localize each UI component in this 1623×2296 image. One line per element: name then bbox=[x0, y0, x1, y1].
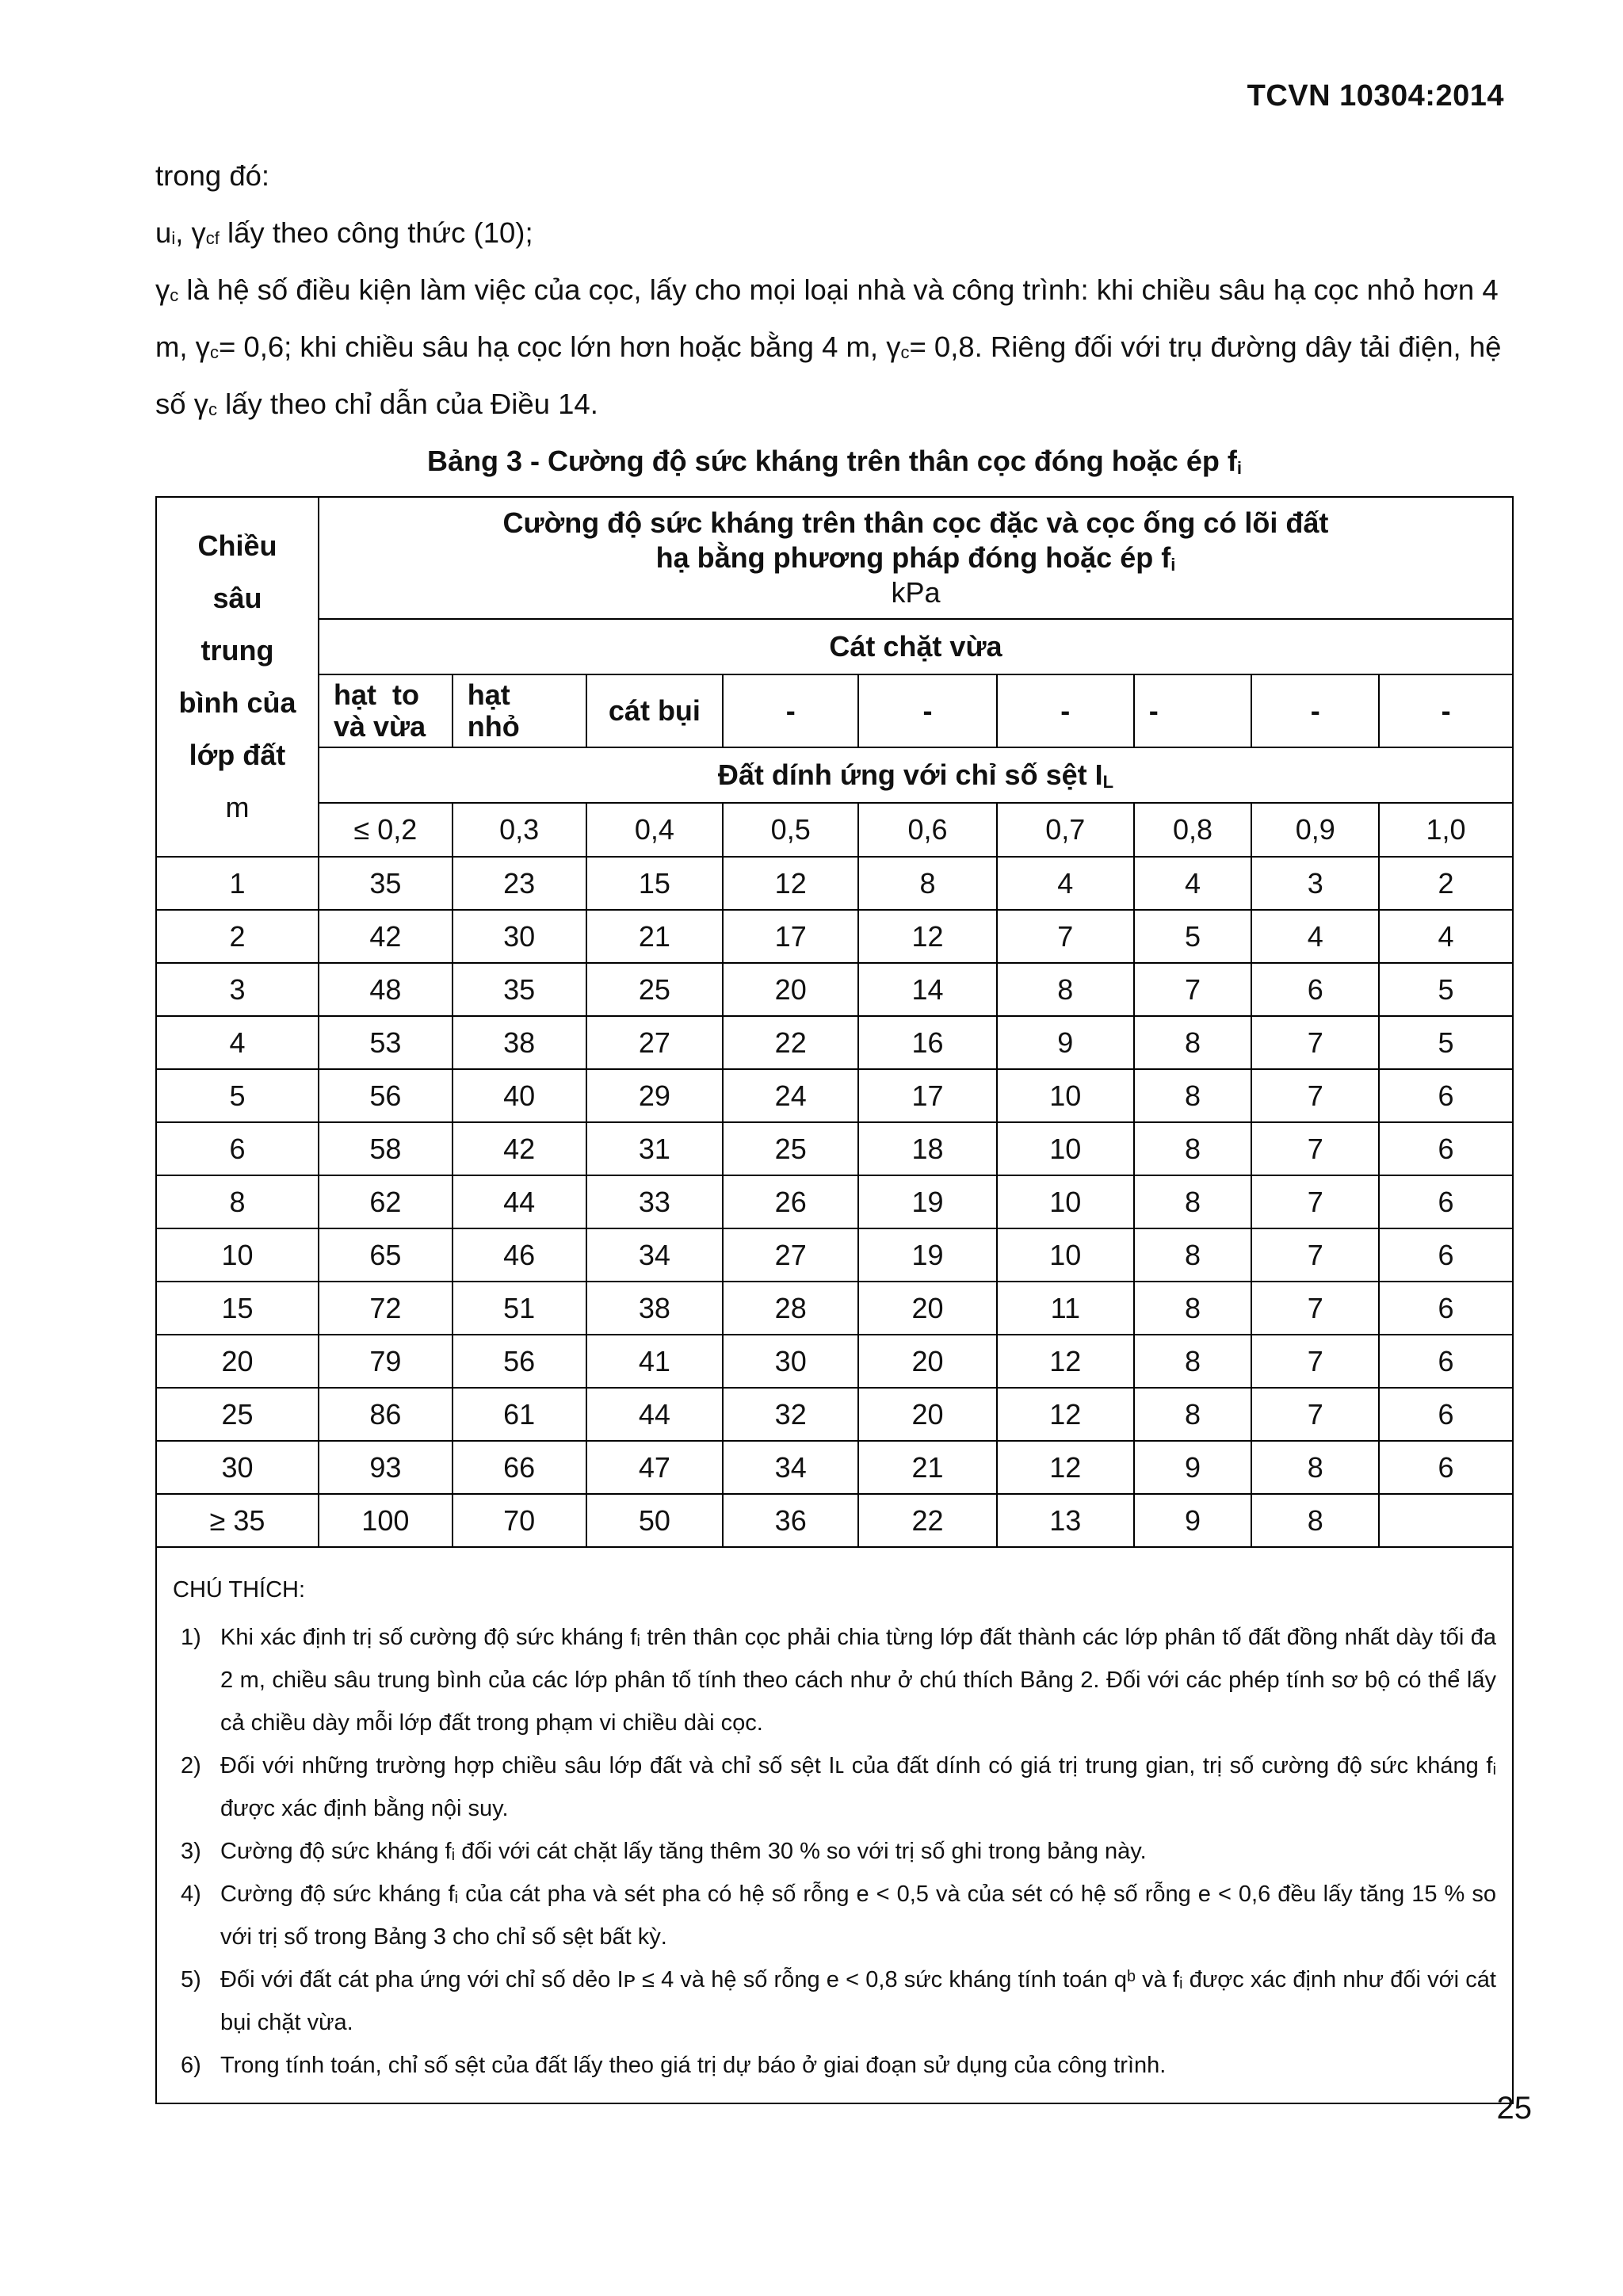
value-cell: 8 bbox=[1134, 1388, 1252, 1441]
table-body bbox=[156, 857, 1513, 1547]
value-cell: 66 bbox=[453, 1441, 586, 1494]
value-cell: 9 bbox=[1134, 1494, 1252, 1547]
value-cell: 19 bbox=[858, 1228, 997, 1282]
body-text bbox=[155, 147, 1514, 433]
value-cell: 6 bbox=[1379, 1228, 1513, 1282]
liquidity-index-row bbox=[156, 803, 1513, 857]
value-cell: 93 bbox=[319, 1441, 453, 1494]
value-cell: 7 bbox=[1251, 1282, 1379, 1335]
value-cell: 17 bbox=[858, 1069, 997, 1122]
value-cell: 8 bbox=[1134, 1228, 1252, 1282]
depth-column-header: Chiều sâu trung bình của lớp đất m bbox=[156, 497, 319, 857]
value-cell: 46 bbox=[453, 1228, 586, 1282]
depth-cell: 4 bbox=[156, 1016, 319, 1069]
value-cell: 47 bbox=[586, 1441, 724, 1494]
value-cell: 14 bbox=[858, 963, 997, 1016]
value-cell: 8 bbox=[1134, 1016, 1252, 1069]
value-cell: 8 bbox=[1134, 1175, 1252, 1228]
table-row bbox=[156, 1016, 1513, 1069]
value-cell: 8 bbox=[1251, 1494, 1379, 1547]
value-cell: 5 bbox=[1379, 963, 1513, 1016]
value-cell: 13 bbox=[997, 1494, 1134, 1547]
table-row bbox=[156, 1282, 1513, 1335]
depth-cell: 8 bbox=[156, 1175, 319, 1228]
value-cell: 7 bbox=[1251, 1069, 1379, 1122]
value-cell: 16 bbox=[858, 1016, 997, 1069]
table-row bbox=[156, 1441, 1513, 1494]
value-cell: 33 bbox=[586, 1175, 724, 1228]
value-cell: 42 bbox=[319, 910, 453, 963]
value-cell: 15 bbox=[586, 857, 724, 910]
value-cell: 7 bbox=[997, 910, 1134, 963]
note-item: 2) Đối với những trường hợp chiều sâu lớp đất và chỉ số sệt Iʟ của đất dính có giá trị trung gian, trị số cường độ sức kháng fᵢ được xác định bằng nội suy. bbox=[181, 1753, 1496, 1821]
value-cell: 6 bbox=[1379, 1175, 1513, 1228]
sand-type-dash: - bbox=[858, 674, 997, 747]
table-row bbox=[156, 1228, 1513, 1282]
value-cell: 17 bbox=[723, 910, 858, 963]
value-cell: 26 bbox=[723, 1175, 858, 1228]
value-cell: 25 bbox=[723, 1122, 858, 1175]
value-cell: 50 bbox=[586, 1494, 724, 1547]
sand-header: Cát chặt vừa bbox=[319, 619, 1513, 674]
value-cell: 24 bbox=[723, 1069, 858, 1122]
sand-type-dash: - bbox=[997, 674, 1134, 747]
il-value: 0,4 bbox=[586, 803, 724, 857]
value-cell: 6 bbox=[1251, 963, 1379, 1016]
resistance-table bbox=[155, 496, 1514, 2104]
value-cell: 56 bbox=[319, 1069, 453, 1122]
depth-cell: 2 bbox=[156, 910, 319, 963]
value-cell: 12 bbox=[997, 1388, 1134, 1441]
table-row bbox=[156, 1335, 1513, 1388]
value-cell: 10 bbox=[997, 1122, 1134, 1175]
value-cell: 6 bbox=[1379, 1122, 1513, 1175]
table-row bbox=[156, 857, 1513, 910]
value-cell: 12 bbox=[997, 1335, 1134, 1388]
value-cell: 62 bbox=[319, 1175, 453, 1228]
sand-type-silty: cát bụi bbox=[586, 674, 724, 747]
il-value: 0,6 bbox=[858, 803, 997, 857]
value-cell: 7 bbox=[1251, 1388, 1379, 1441]
value-cell: 20 bbox=[858, 1388, 997, 1441]
notes-cell bbox=[156, 1547, 1513, 2103]
table-caption: Bảng 3 - Cường độ sức kháng trên thân cọc đóng hoặc ép $f_i$ bbox=[427, 445, 1242, 478]
notes-list bbox=[173, 1616, 1496, 2087]
standard-id: TCVN 10304:2014 bbox=[1247, 79, 1504, 113]
value-cell: 34 bbox=[586, 1228, 724, 1282]
note-item: 3) Cường độ sức kháng fᵢ đối với cát chặt lấy tăng thêm 30 % so với trị số ghi trong bảng này. bbox=[181, 1839, 1147, 1864]
depth-cell: 1 bbox=[156, 857, 319, 910]
value-cell: 4 bbox=[997, 857, 1134, 910]
depth-cell: 5 bbox=[156, 1069, 319, 1122]
value-cell: 11 bbox=[997, 1282, 1134, 1335]
value-cell: 21 bbox=[858, 1441, 997, 1494]
value-cell: 25 bbox=[586, 963, 724, 1016]
il-value: 0,5 bbox=[723, 803, 858, 857]
value-cell: 22 bbox=[723, 1016, 858, 1069]
depth-cell: 15 bbox=[156, 1282, 319, 1335]
value-cell: 56 bbox=[453, 1335, 586, 1388]
body-paragraph-gamma-c: $\gamma_c$ là hệ số điều kiện làm việc của cọc, lấy cho mọi loại nhà và công trình: khi chiều sâu hạ cọc nhỏ hơn 4 m, $\gamma_c= 0,6$; khi chiều sâu hạ cọc lớn hơn hoặc bằng 4 m, $\gamma_c= 0,8$. Riêng đối với trụ đường dây tải điện, hệ số $\gamma_c$ lấy theo chỉ dẫn của Điều 14. bbox=[155, 273, 1502, 420]
depth-cell: 3 bbox=[156, 963, 319, 1016]
value-cell: 7 bbox=[1251, 1016, 1379, 1069]
value-cell: 12 bbox=[858, 910, 997, 963]
note-item: 1) Khi xác định trị số cường độ sức kháng fᵢ trên thân cọc phải chia từng lớp đất thành các lớp phân tố đất đồng nhất dày tối đa 2 m, chiều sâu trung bình của các lớp phân tố tính theo cách như ở chú thích Bảng 2. Đối với các phép tính sơ bộ có thể lấy cả chiều dày mỗi lớp đất trong phạm vi chiều dài cọc. bbox=[181, 1625, 1496, 1736]
value-cell: 38 bbox=[586, 1282, 724, 1335]
il-value: 0,7 bbox=[997, 803, 1134, 857]
value-cell: 72 bbox=[319, 1282, 453, 1335]
il-value: 1,0 bbox=[1379, 803, 1513, 857]
value-cell: 20 bbox=[858, 1335, 997, 1388]
depth-cell: 10 bbox=[156, 1228, 319, 1282]
sand-type-fine: hạt nhỏ bbox=[453, 674, 586, 747]
value-cell: 8 bbox=[1251, 1441, 1379, 1494]
value-cell: 7 bbox=[1251, 1175, 1379, 1228]
value-cell: 8 bbox=[1134, 1282, 1252, 1335]
depth-cell: 6 bbox=[156, 1122, 319, 1175]
value-cell: 2 bbox=[1379, 857, 1513, 910]
value-cell: 29 bbox=[586, 1069, 724, 1122]
value-cell: 7 bbox=[1251, 1228, 1379, 1282]
value-cell: 70 bbox=[453, 1494, 586, 1547]
value-cell: 27 bbox=[586, 1016, 724, 1069]
value-cell: 44 bbox=[586, 1388, 724, 1441]
table-row bbox=[156, 1175, 1513, 1228]
il-value: ≤ 0,2 bbox=[319, 803, 453, 857]
body-line-2: $u_i$, $\gamma_{cf}$ lấy theo công thức (10); bbox=[155, 216, 533, 249]
value-cell: 20 bbox=[858, 1282, 997, 1335]
value-cell bbox=[1379, 1494, 1513, 1547]
sand-type-coarse: hạt to và vừa bbox=[319, 674, 453, 747]
sand-types-row bbox=[156, 674, 1513, 747]
value-cell: 21 bbox=[586, 910, 724, 963]
value-cell: 12 bbox=[723, 857, 858, 910]
value-cell: 40 bbox=[453, 1069, 586, 1122]
value-cell: 28 bbox=[723, 1282, 858, 1335]
value-cell: 32 bbox=[723, 1388, 858, 1441]
value-cell: 42 bbox=[453, 1122, 586, 1175]
value-cell: 79 bbox=[319, 1335, 453, 1388]
value-cell: 65 bbox=[319, 1228, 453, 1282]
value-cell: 27 bbox=[723, 1228, 858, 1282]
depth-cell: 25 bbox=[156, 1388, 319, 1441]
value-cell: 44 bbox=[453, 1175, 586, 1228]
value-cell: 18 bbox=[858, 1122, 997, 1175]
value-cell: 7 bbox=[1134, 963, 1252, 1016]
value-cell: 7 bbox=[1251, 1122, 1379, 1175]
value-cell: 100 bbox=[319, 1494, 453, 1547]
value-cell: 6 bbox=[1379, 1388, 1513, 1441]
sand-type-dash: - bbox=[1379, 674, 1513, 747]
value-cell: 86 bbox=[319, 1388, 453, 1441]
value-cell: 9 bbox=[1134, 1441, 1252, 1494]
table-row bbox=[156, 963, 1513, 1016]
value-cell: 10 bbox=[997, 1069, 1134, 1122]
sand-type-dash: - bbox=[723, 674, 858, 747]
value-cell: 51 bbox=[453, 1282, 586, 1335]
value-cell: 31 bbox=[586, 1122, 724, 1175]
value-cell: 61 bbox=[453, 1388, 586, 1441]
il-value: 0,8 bbox=[1134, 803, 1252, 857]
value-cell: 10 bbox=[997, 1228, 1134, 1282]
value-cell: 20 bbox=[723, 963, 858, 1016]
notes bbox=[173, 1568, 1496, 2087]
clay-header: Đất dính ứng với chỉ số sệt $I_L$ bbox=[319, 747, 1513, 803]
value-cell: 34 bbox=[723, 1441, 858, 1494]
value-cell: 6 bbox=[1379, 1069, 1513, 1122]
note-item: 5) Đối với đất cát pha ứng với chỉ số dẻo Iᴘ ≤ 4 và hệ số rỗng e < 0,8 sức kháng tính toán qᵇ và fᵢ được xác định như đối với cát bụi chặt vừa. bbox=[181, 1967, 1496, 2035]
value-cell: 53 bbox=[319, 1016, 453, 1069]
value-cell: 12 bbox=[997, 1441, 1134, 1494]
il-value: 0,3 bbox=[453, 803, 586, 857]
value-cell: 38 bbox=[453, 1016, 586, 1069]
value-cell: 9 bbox=[997, 1016, 1134, 1069]
value-cell: 22 bbox=[858, 1494, 997, 1547]
table-title-cell: Cường độ sức kháng trên thân cọc đặc và cọc ống có lõi đất hạ bằng phương pháp đóng hoặc ép $f_i$ kPa bbox=[319, 497, 1513, 619]
value-cell: 6 bbox=[1379, 1282, 1513, 1335]
value-cell: 23 bbox=[453, 857, 586, 910]
value-cell: 58 bbox=[319, 1122, 453, 1175]
note-item: 6) Trong tính toán, chỉ số sệt của đất lấy theo giá trị dự báo ở giai đoạn sử dụng của công trình. bbox=[181, 2053, 1167, 2078]
value-cell: 36 bbox=[723, 1494, 858, 1547]
value-cell: 4 bbox=[1251, 910, 1379, 963]
value-cell: 19 bbox=[858, 1175, 997, 1228]
value-cell: 8 bbox=[1134, 1335, 1252, 1388]
depth-cell: ≥ 35 bbox=[156, 1494, 319, 1547]
table-row bbox=[156, 1122, 1513, 1175]
value-cell: 6 bbox=[1379, 1335, 1513, 1388]
depth-cell: 30 bbox=[156, 1441, 319, 1494]
sand-type-dash: - bbox=[1251, 674, 1379, 747]
value-cell: 7 bbox=[1251, 1335, 1379, 1388]
value-cell: 30 bbox=[723, 1335, 858, 1388]
value-cell: 10 bbox=[997, 1175, 1134, 1228]
note-item: 4) Cường độ sức kháng fᵢ của cát pha và sét pha có hệ số rỗng e < 0,5 và của sét có hệ số rỗng e < 0,6 đều lấy tăng 15 % so với trị số trong Bảng 3 cho chỉ số sệt bất kỳ. bbox=[181, 1881, 1496, 1950]
il-value: 0,9 bbox=[1251, 803, 1379, 857]
table-row bbox=[156, 1494, 1513, 1547]
value-cell: 5 bbox=[1134, 910, 1252, 963]
depth-cell: 20 bbox=[156, 1335, 319, 1388]
value-cell: 4 bbox=[1379, 910, 1513, 963]
value-cell: 30 bbox=[453, 910, 586, 963]
value-cell: 48 bbox=[319, 963, 453, 1016]
page-number: 25 bbox=[1496, 2091, 1532, 2126]
body-line-1: trong đó: bbox=[155, 159, 270, 192]
notes-heading: CHÚ THÍCH: bbox=[173, 1577, 306, 1603]
value-cell: 8 bbox=[997, 963, 1134, 1016]
value-cell: 35 bbox=[319, 857, 453, 910]
value-cell: 8 bbox=[858, 857, 997, 910]
value-cell: 8 bbox=[1134, 1069, 1252, 1122]
value-cell: 5 bbox=[1379, 1016, 1513, 1069]
table-row bbox=[156, 1069, 1513, 1122]
value-cell: 41 bbox=[586, 1335, 724, 1388]
value-cell: 8 bbox=[1134, 1122, 1252, 1175]
sand-type-dash: - bbox=[1134, 674, 1252, 747]
table-row bbox=[156, 1388, 1513, 1441]
value-cell: 3 bbox=[1251, 857, 1379, 910]
value-cell: 35 bbox=[453, 963, 586, 1016]
value-cell: 4 bbox=[1134, 857, 1252, 910]
value-cell: 6 bbox=[1379, 1441, 1513, 1494]
table-row bbox=[156, 910, 1513, 963]
